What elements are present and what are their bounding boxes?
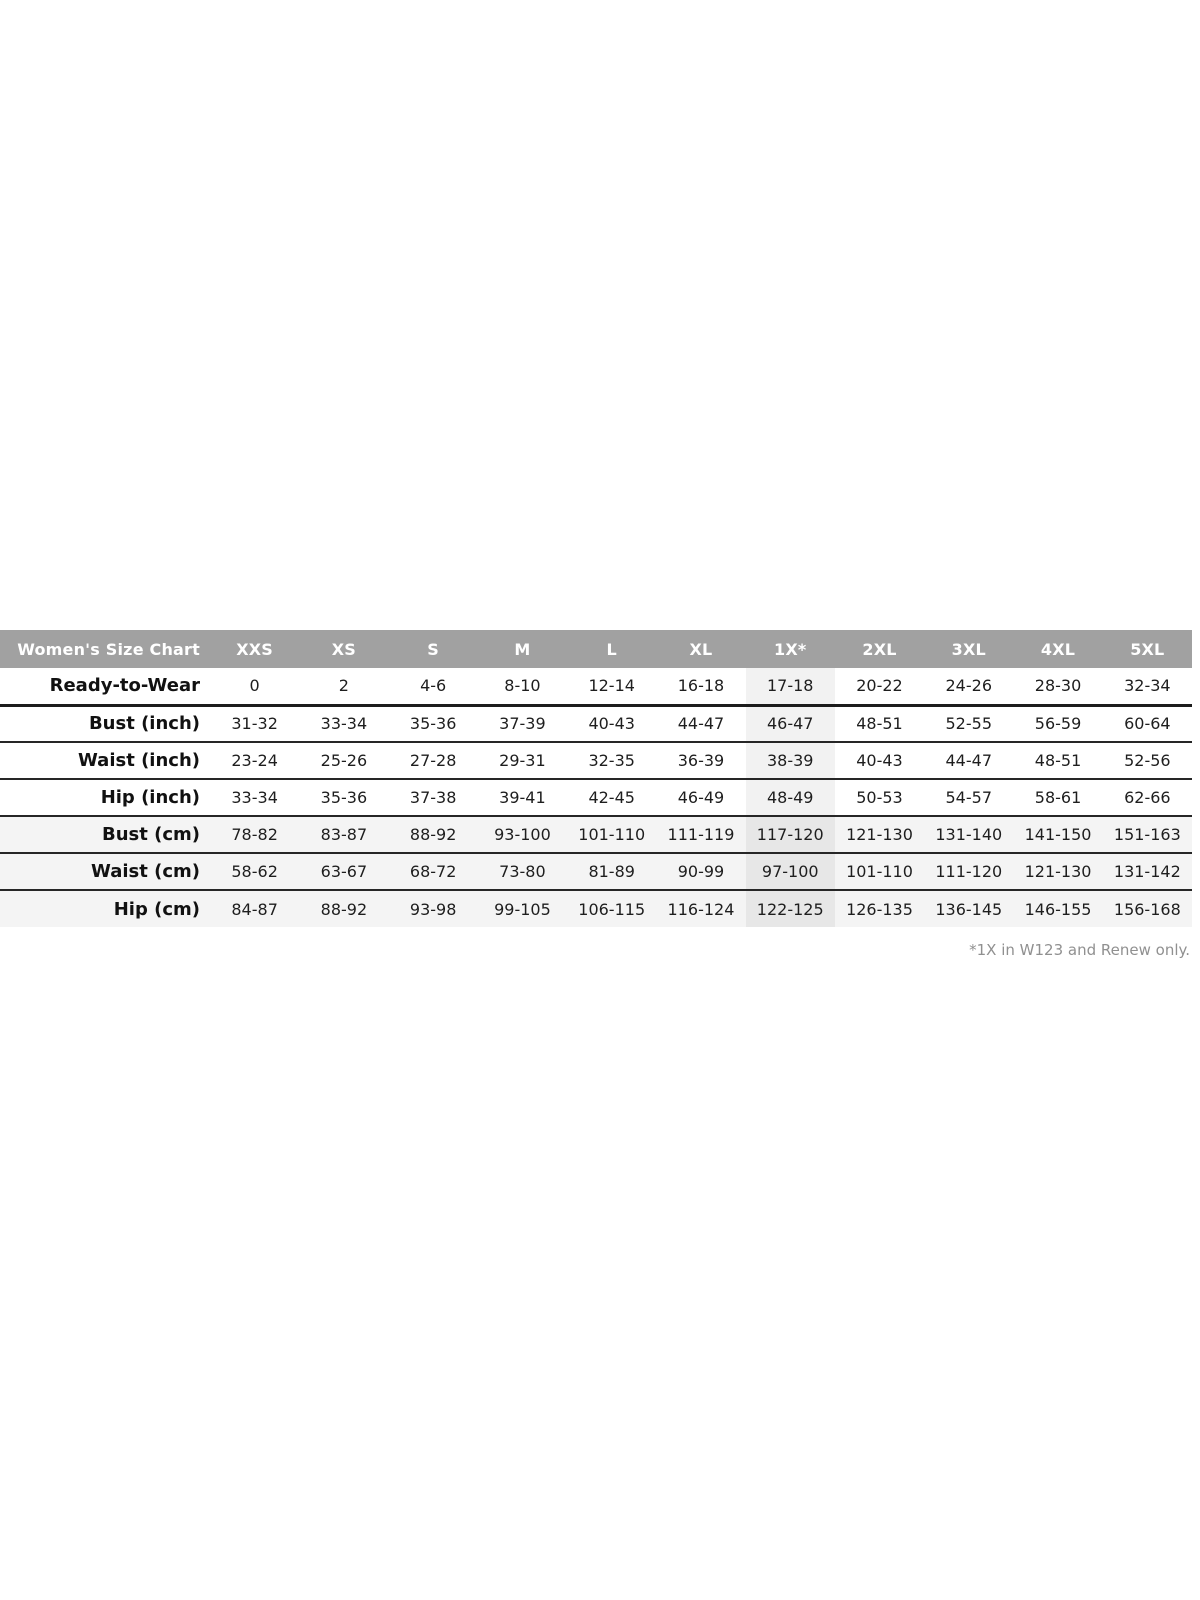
size-cell: 42-45: [588, 788, 635, 807]
size-cell: 36-39: [677, 751, 725, 770]
size-cell: 68-72: [409, 862, 457, 881]
size-cell: 8-10: [504, 676, 541, 696]
size-cell: 25-26: [320, 751, 368, 770]
column-header-xxs: XXS: [210, 630, 299, 668]
size-cell: 131-140: [935, 825, 1003, 844]
size-cell: 52-55: [945, 714, 992, 734]
size-cell: 146-155: [1024, 899, 1092, 919]
size-cell: 88-92: [409, 825, 457, 844]
column-header-s: S: [389, 630, 478, 668]
row-label: Bust (inch): [88, 713, 200, 735]
table-row-hip-cm: [0, 890, 1192, 927]
size-cell: 31-32: [231, 714, 278, 734]
row-label: Waist (cm): [91, 861, 200, 882]
table-row-bust-inch: [0, 705, 1192, 742]
size-cell: 60-64: [1124, 714, 1171, 734]
size-cell: 37-39: [499, 714, 546, 734]
table-row-ready-to-wear: [0, 668, 1192, 705]
size-cell: 141-150: [1024, 825, 1092, 844]
size-cell: 27-28: [409, 751, 457, 770]
size-cell: 40-43: [856, 751, 903, 770]
size-cell: 126-135: [846, 899, 913, 919]
size-cell: 56-59: [1034, 714, 1082, 734]
size-cell: 48-49: [746, 779, 835, 816]
size-cell: 88-92: [320, 899, 368, 919]
size-cell: 50-53: [856, 788, 903, 807]
size-cell: 23-24: [231, 751, 278, 770]
size-cell: 78-82: [231, 825, 278, 844]
table-row-hip-inch: [0, 779, 1192, 816]
size-cell: 33-34: [231, 788, 278, 807]
size-cell: 131-142: [1113, 862, 1181, 881]
table-row-bust-cm: [0, 816, 1192, 853]
size-cell: 111-120: [935, 862, 1003, 881]
size-cell: 111-119: [667, 825, 735, 844]
row-label: Hip (cm): [113, 898, 200, 920]
table-row-waist-inch: [0, 742, 1192, 779]
size-cell: 121-130: [846, 825, 913, 844]
size-cell: 35-36: [409, 714, 457, 734]
size-cell: 54-57: [945, 788, 992, 807]
size-cell: 84-87: [231, 899, 278, 919]
size-cell: 44-47: [677, 714, 725, 734]
size-cell: 0: [249, 676, 260, 696]
column-header-xl: XL: [656, 630, 745, 668]
size-cell: 101-110: [578, 825, 646, 844]
size-cell: 12-14: [588, 676, 635, 696]
size-cell: 93-98: [409, 899, 457, 919]
size-cell: 62-66: [1124, 788, 1171, 807]
size-cell: 40-43: [588, 714, 635, 734]
size-cell: 63-67: [320, 862, 368, 881]
womens-size-chart-table: [0, 630, 1192, 927]
size-cell: 73-80: [499, 862, 546, 881]
column-header-3xl: 3XL: [924, 630, 1013, 668]
size-cell: 38-39: [746, 742, 835, 779]
size-cell: 28-30: [1034, 676, 1082, 696]
size-cell: 24-26: [945, 676, 992, 696]
size-cell: 46-47: [746, 705, 835, 742]
size-cell: 48-51: [1034, 751, 1082, 770]
size-cell: 136-145: [935, 899, 1003, 919]
size-cell: 39-41: [499, 788, 546, 807]
size-cell: 48-51: [856, 714, 903, 734]
size-cell: 122-125: [746, 890, 835, 927]
row-label: Ready-to-Wear: [49, 675, 200, 697]
size-cell: 151-163: [1113, 825, 1181, 844]
footnote: *1X in W123 and Renew only.: [969, 941, 1190, 959]
size-cell: 106-115: [578, 899, 646, 919]
size-cell: 33-34: [320, 714, 368, 734]
column-header-l: L: [567, 630, 656, 668]
size-cell: 46-49: [677, 788, 725, 807]
table-row-waist-cm: [0, 853, 1192, 890]
size-cell: 58-62: [231, 862, 278, 881]
size-cell: 121-130: [1024, 862, 1092, 881]
size-cell: 90-99: [677, 862, 725, 881]
size-cell: 29-31: [499, 751, 546, 770]
size-cell: 16-18: [677, 676, 725, 696]
size-cell: 4-6: [420, 676, 447, 696]
row-label: Bust (cm): [102, 824, 200, 845]
size-cell: 83-87: [320, 825, 368, 844]
size-cell: 101-110: [846, 862, 913, 881]
row-label: Hip (inch): [100, 787, 200, 808]
size-cell: 44-47: [945, 751, 992, 770]
header-row: [0, 630, 1192, 668]
size-cell: 32-35: [588, 751, 635, 770]
column-header-1x: 1X*: [746, 630, 835, 668]
size-cell: 117-120: [746, 816, 835, 853]
size-cell: 93-100: [494, 825, 551, 844]
size-cell: 32-34: [1124, 676, 1171, 696]
row-label: Waist (inch): [77, 750, 200, 771]
size-cell: 37-38: [409, 788, 457, 807]
size-cell: 52-56: [1124, 751, 1171, 770]
column-header-xs: XS: [299, 630, 388, 668]
table-title: Women's Size Chart: [0, 630, 210, 668]
size-cell: 17-18: [746, 668, 835, 705]
size-cell: 20-22: [856, 676, 903, 696]
column-header-5xl: 5XL: [1103, 630, 1192, 668]
size-cell: 116-124: [667, 899, 735, 919]
column-header-m: M: [478, 630, 567, 668]
size-cell: 2: [338, 676, 349, 696]
size-chart-region: [0, 630, 1192, 959]
size-cell: 156-168: [1113, 899, 1181, 919]
size-cell: 58-61: [1034, 788, 1082, 807]
size-cell: 81-89: [588, 862, 635, 881]
column-header-2xl: 2XL: [835, 630, 924, 668]
size-cell: 97-100: [746, 853, 835, 890]
size-cell: 35-36: [320, 788, 368, 807]
column-header-4xl: 4XL: [1013, 630, 1102, 668]
size-cell: 99-105: [494, 899, 551, 919]
